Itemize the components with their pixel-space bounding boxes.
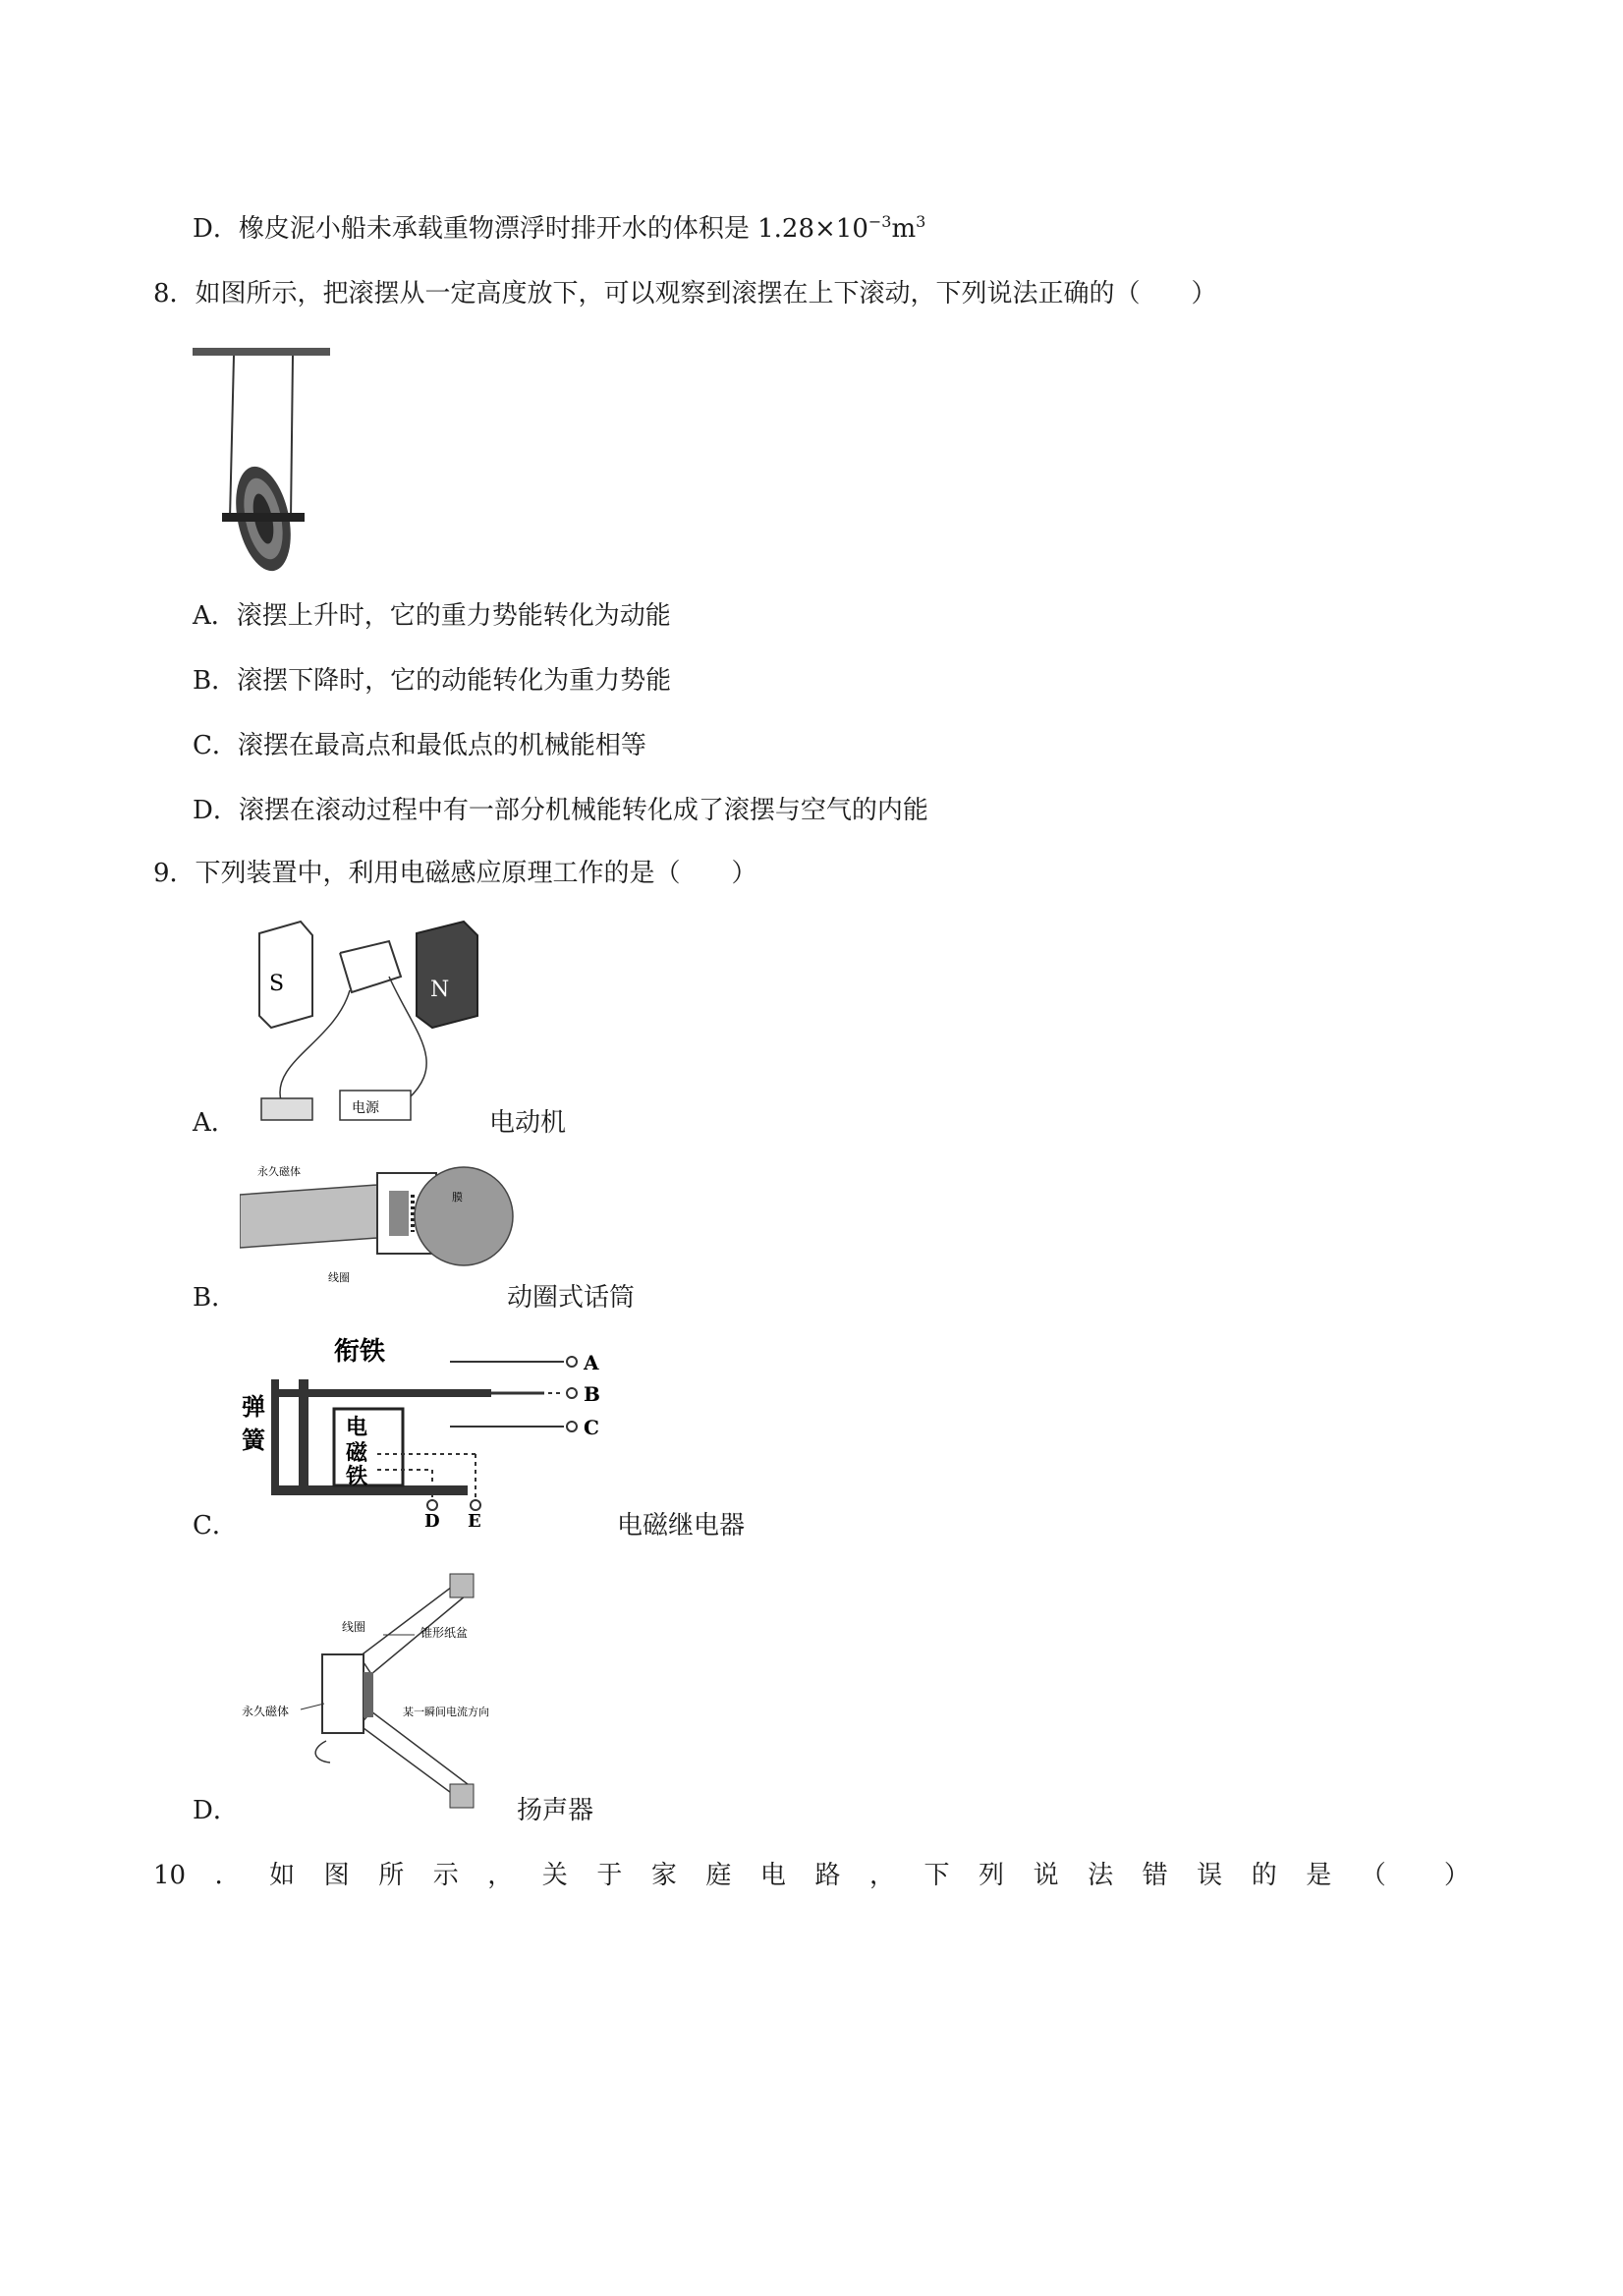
- coil-label: 线圈: [328, 1271, 350, 1284]
- terminal-b-label: B: [584, 1382, 600, 1406]
- terminal-a-label: A: [584, 1351, 599, 1374]
- q7-option-d: [193, 212, 925, 246]
- q8-option-d: D．滚摆在滚动过程中有一部分机械能转化成了滚摆与空气的内能: [193, 796, 928, 825]
- q8-option-a: A．滚摆上升时，它的重力势能转化为动能: [193, 601, 671, 631]
- permanent-magnet-label: 永久磁体: [257, 1165, 301, 1178]
- unit-exponent: 3: [916, 212, 926, 231]
- q8-option-b: B．滚摆下降时，它的动能转化为重力势能: [193, 666, 672, 696]
- q9-option-a-caption: 电动机: [489, 1108, 567, 1138]
- diaphragm-label: 膜: [452, 1191, 463, 1204]
- question-10-stem: 10 ． 如 图 所 示 ， 关 于 家 庭 电 路 ， 下 列 说 法 错 误 的 是 （ ）: [153, 1861, 1470, 1890]
- coil-label: 线圈: [342, 1620, 366, 1634]
- q9-option-c-letter: C．: [193, 1511, 238, 1540]
- q9-option-d-letter: D．: [193, 1796, 239, 1825]
- option-text: 橡皮泥小船未承载重物漂浮时排开水的体积是 1.28×10: [238, 214, 868, 244]
- q9-option-c-caption: 电磁继电器: [617, 1511, 746, 1540]
- exponent: −3: [867, 212, 892, 231]
- cone-label: 锥形纸盆: [420, 1626, 469, 1640]
- q9-option-a-letter: A．: [193, 1108, 237, 1138]
- spring-label-1: 弹: [242, 1393, 265, 1421]
- magnet-s-label: S: [269, 972, 285, 996]
- current-direction-label: 某一瞬间电流方向: [403, 1706, 489, 1718]
- electromagnet-label-3: 铁: [346, 1465, 368, 1489]
- terminal-e-label: E: [468, 1511, 481, 1529]
- question-8-stem: 8．如图所示，把滚摆从一定高度放下，可以观察到滚摆在上下滚动，下列说法正确的（ ）: [153, 279, 1217, 308]
- q9-option-b-caption: 动圈式话筒: [507, 1283, 636, 1313]
- rolling-pendulum-figure: [193, 346, 340, 578]
- magnet-n-label: N: [430, 978, 450, 1002]
- electromagnet-label-2: 磁: [346, 1441, 368, 1466]
- q9-option-d-caption: 扬声器: [517, 1796, 594, 1825]
- terminal-c-label: C: [584, 1416, 599, 1439]
- permanent-magnet-label: 永久磁体: [242, 1705, 290, 1718]
- microphone-figure: [240, 1148, 515, 1295]
- electromagnet-label-1: 电: [346, 1416, 368, 1440]
- armature-label: 衔铁: [334, 1337, 386, 1367]
- q8-option-c: C．滚摆在最高点和最低点的机械能相等: [193, 731, 646, 760]
- question-9-stem: 9．下列装置中，利用电磁感应原理工作的是（ ）: [153, 859, 757, 888]
- unit: m: [891, 214, 917, 244]
- loudspeaker-figure: [242, 1566, 536, 1821]
- power-box-label: 电源: [352, 1100, 379, 1116]
- relay-figure: [240, 1332, 613, 1529]
- option-letter: D．: [193, 214, 239, 244]
- motor-figure: [242, 914, 517, 1130]
- terminal-d-label: D: [424, 1511, 440, 1529]
- q9-option-b-letter: B．: [193, 1283, 238, 1313]
- spring-label-2: 簧: [242, 1427, 265, 1454]
